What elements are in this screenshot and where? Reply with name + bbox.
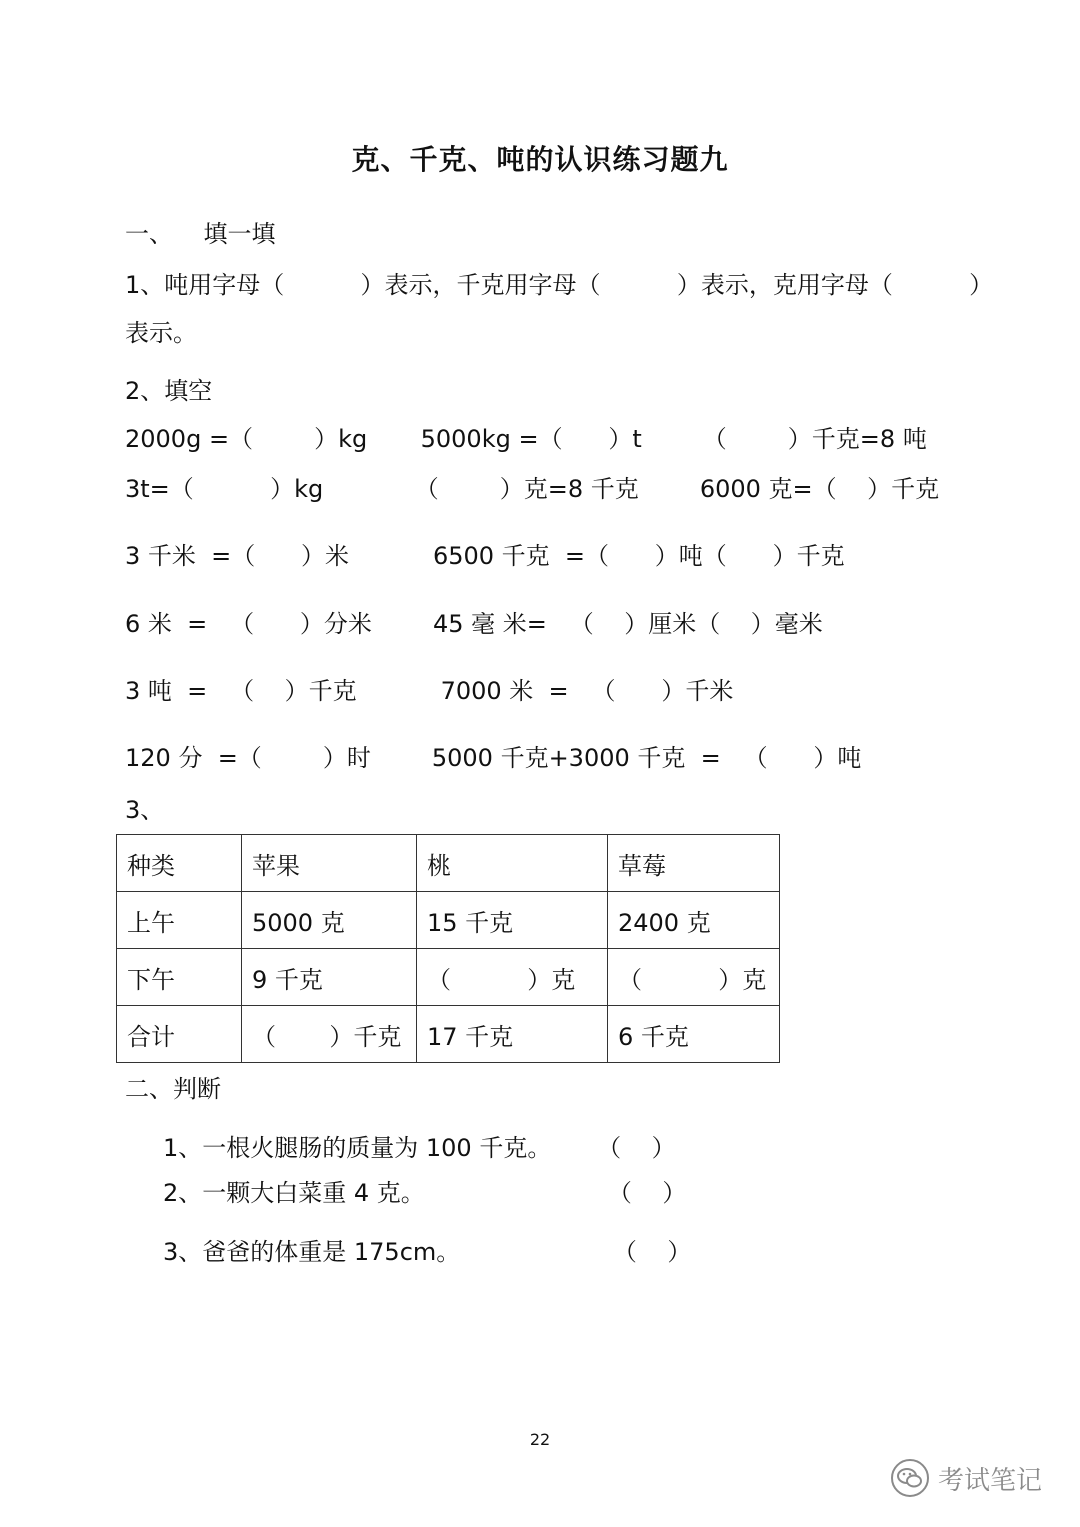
watermark-text: 考试笔记	[938, 1465, 1043, 1496]
fill-blank-line: 3 千米 =（ ）米 6500 千克 =（ ）吨（ ）千克	[125, 542, 845, 570]
fill-blank-line: 2000g =（ ）kg 5000kg =（ ）t （ ）千克=8 吨	[125, 425, 927, 453]
table-cell: （ ）千克	[242, 1006, 417, 1063]
table-cell: 2400 克	[608, 892, 780, 949]
table-cell: （ ）克	[417, 949, 608, 1006]
table-header-cell: 苹果	[242, 835, 417, 892]
fill-blank-line: 6 米 = （ ）分米 45 毫 米= （ ）厘米（ ）毫米	[125, 610, 823, 638]
table-row	[117, 892, 780, 949]
fill-blank-line: 3t=（ ）kg （ ）克=8 千克 6000 克=（ ）千克	[125, 475, 940, 503]
table-row	[117, 949, 780, 1006]
page-number: 22	[529, 1430, 551, 1449]
judgement-item: 3、爸爸的体重是 175cm。 （ ）	[163, 1238, 692, 1266]
table-cell: 17 千克	[417, 1006, 608, 1063]
section-1-heading: 一、 填一填	[125, 220, 276, 248]
table-header-cell: 桃	[417, 835, 608, 892]
table-cell: 合计	[117, 1006, 242, 1063]
question-3-label: 3、	[125, 796, 165, 824]
judgement-item: 2、一颗大白菜重 4 克。 （ ）	[163, 1179, 687, 1207]
table-header-cell: 草莓	[608, 835, 780, 892]
fruit-weight-table	[116, 834, 780, 1063]
table-header-cell: 种类	[117, 835, 242, 892]
fill-blank-line: 3 吨 = （ ）千克 7000 米 = （ ）千米	[125, 677, 734, 705]
page-title: 克、千克、吨的认识练习题九	[351, 143, 729, 176]
fill-blank-line: 120 分 =（ ）时 5000 千克+3000 千克 = （ ）吨	[125, 744, 862, 772]
table-cell: 下午	[117, 949, 242, 1006]
question-2-label: 2、填空	[125, 377, 213, 405]
wechat-icon	[890, 1458, 930, 1498]
question-1-line-2: 表示。	[125, 319, 197, 347]
table-cell: 6 千克	[608, 1006, 780, 1063]
judgement-item: 1、一根火腿肠的质量为 100 千克。 （ ）	[163, 1134, 676, 1162]
table-header-row	[117, 835, 780, 892]
watermark	[890, 1458, 1042, 1498]
table-cell: （ ）克	[608, 949, 780, 1006]
table-cell: 上午	[117, 892, 242, 949]
table-cell: 9 千克	[242, 949, 417, 1006]
table-cell: 15 千克	[417, 892, 608, 949]
table-cell: 5000 克	[242, 892, 417, 949]
table-row	[117, 1006, 780, 1063]
section-2-heading: 二、判断	[125, 1075, 221, 1103]
question-1-line-1: 1、吨用字母（ ）表示，千克用字母（ ）表示，克用字母（ ）	[125, 271, 994, 299]
